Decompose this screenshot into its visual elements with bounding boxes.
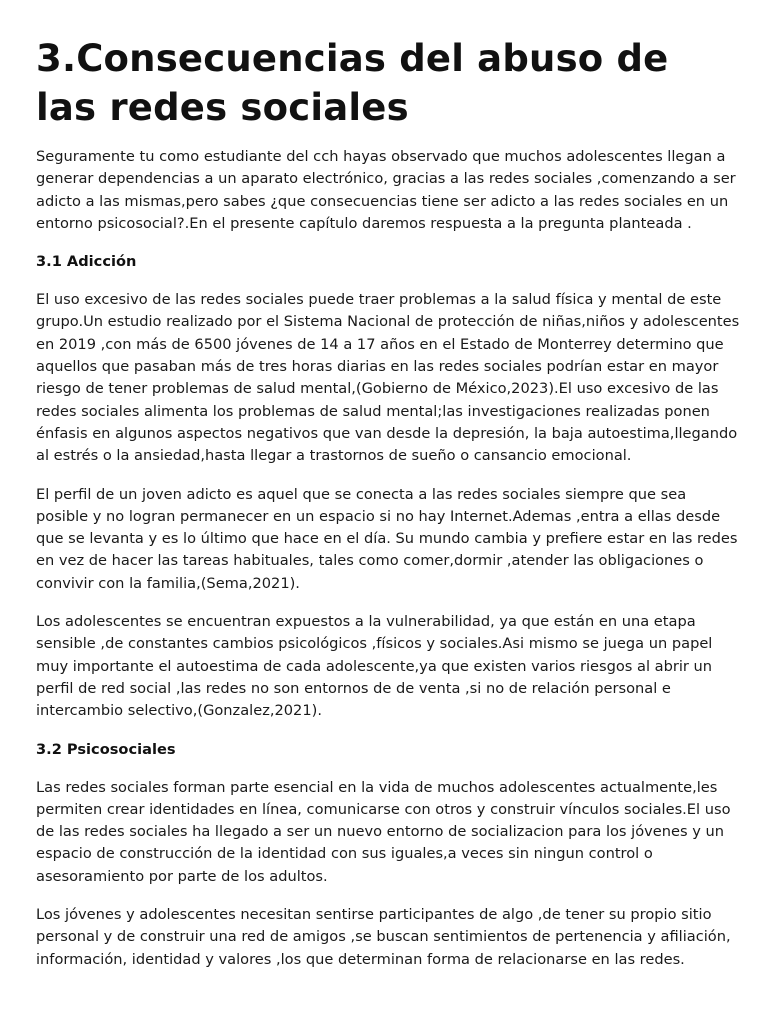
intro-paragraph: Seguramente tu como estudiante del cch hayas observado que muchos adolescentes llegan a generar dependencias a un aparato electrónico, gracias a las redes sociales ,comenzando a ser adicto a las mismas,pero sabes ¿que consecuencias tiene ser adicto a las redes sociales en un entorno psicosocial?.En el presente capítulo daremos respuesta a la pregunta planteada . bbox=[36, 148, 736, 232]
paragraph: El uso excesivo de las redes sociales puede traer problemas a la salud física y mental de este grupo.Un estudio realizado por el Sistema Nacional de protección de niñas,niños y adolescentes en 2019 ,con más de 6500 jóvenes de 14 a 17 años en el Estado de Monterrey determino que aquellos que pasaban más de tres horas diarias en las redes sociales podrían estar en mayor riesgo de tener problemas de salud mental,(Gobierno de México,2023).El uso excesivo de las redes sociales alimenta los problemas de salud mental;las investigaciones realizadas ponen énfasis en algunos aspectos negativos que van desde la depresión, la baja autoestima,llegando al estrés o la ansiedad,hasta llegar a trastornos de sueño o cansancio emocional. bbox=[36, 291, 740, 465]
section-heading-adiccion: 3.1 Adicción bbox=[36, 253, 137, 271]
paragraph: Los adolescentes se encuentran expuestos a la vulnerabilidad, ya que están en una etapa sensible ,de constantes cambios psicológicos ,físicos y sociales.Asi mismo se juega un papel muy importante el autoestima de cada adolescente,ya que existen varios riesgos al abrir un perfil de red social ,las redes no son entornos de de venta ,si no de relación personal e intercambio selectivo,(Gonzalez,2021). bbox=[36, 613, 713, 720]
paragraph: Los jóvenes y adolescentes necesitan sentirse participantes de algo ,de tener su propio sitio personal y de construir una red de amigos ,se buscan sentimientos de pertenencia y afiliación, información, identidad y valores ,los que determinan forma de relacionarse en las redes. bbox=[36, 906, 731, 968]
paragraph: Las redes sociales forman parte esencial en la vida de muchos adolescentes actualmente,les permiten crear identidades en línea, comunicarse con otros y construir vínculos sociales.El uso de las redes sociales ha llegado a ser un nuevo entorno de socializacion para los jóvenes y un espacio de construcción de la identidad con sus iguales,a veces sin ningun control o asesoramiento por parte de los adultos. bbox=[36, 778, 731, 885]
section-heading-psicosociales: 3.2 Psicosociales bbox=[36, 740, 176, 758]
page-title: 3.Consecuencias del abuso de las redes sociales bbox=[36, 37, 669, 129]
paragraph: El perfil de un joven adicto es aquel que se conecta a las redes sociales siempre que sea posible y no logran permanecer en un espacio si no hay Internet.Ademas ,entra a ellas desde que se levanta y es lo último que hace en el día. Su mundo cambia y prefiere estar en las redes en vez de hacer las tareas habituales, tales como comer,dormir ,atender las obligaciones o convivir con la familia,(Sema,2021). bbox=[36, 485, 738, 592]
